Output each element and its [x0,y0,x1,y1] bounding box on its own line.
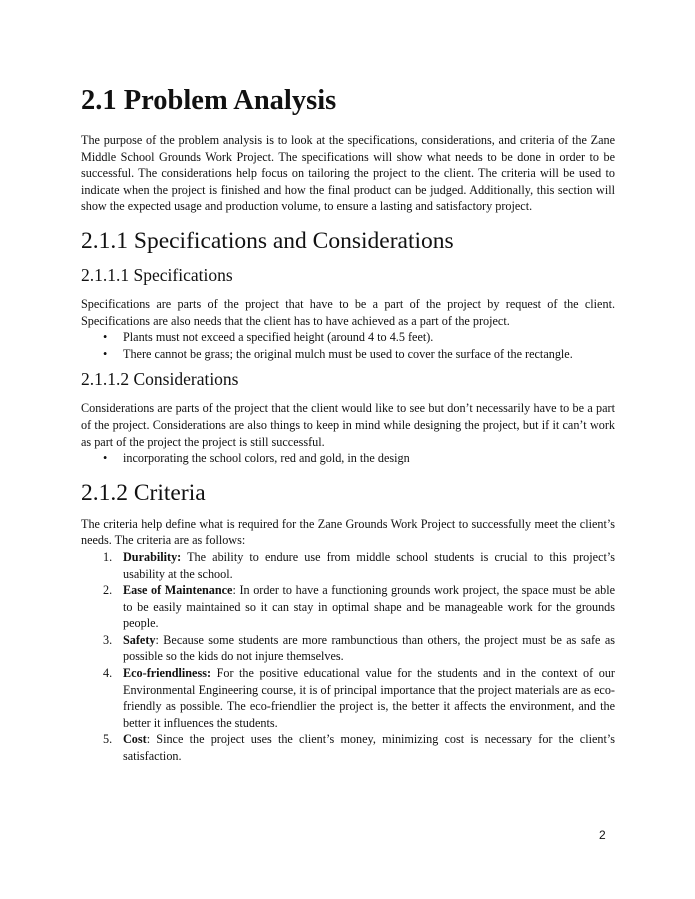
list-item [81,582,615,632]
bullet-icon: • [103,330,108,345]
criteria-text: The ability to endure use from middle school students is crucial to this project’s usability at the school. [123,549,615,581]
subsection-heading-criteria: 2.1.2 Criteria [81,479,206,506]
criteria-paragraph: The criteria help define what is required for the Zane Grounds Work Project to successfully meet the client’s needs. The criteria are as follows: [81,516,615,548]
list-item [81,329,615,346]
list-item-text: There cannot be grass; the original mulch must be used to cover the surface of the rectangle. [123,346,573,361]
list-number: 2. [103,583,113,598]
intro-paragraph: The purpose of the problem analysis is to look at the specifications, considerations, and criteria of the Zane Middle School Grounds Work Project. The specifications will show what needs to be done in order to be successful. The considerations help focus on tailoring the project to the client. The criteria will be used to indicate when the project is finished and how the final product can be judged. Additionally, this section will show the expected usage and production volume, to ensure a lasting and satisfactory project. [81,133,615,214]
list-number: 4. [103,666,113,681]
criteria-term: Eco-friendliness: [123,666,212,681]
criteria-text: : Because some students are more rambunctious than others, the project must be as safe as possible so the kids do not injure themselves. [123,632,615,664]
criteria-text: : In order to have a functioning grounds work project, the space must be able to be easily maintained so it can stay in optimal shape and be manageable work for the grounds people. [123,583,615,631]
list-number: 3. [103,632,113,647]
list-item-text: incorporating the school colors, red and gold, in the design [123,451,410,466]
page-number: 2 [599,828,606,842]
list-item-text: Plants must not exceed a specified height (around 4 to 4.5 feet). [123,330,434,345]
list-item [81,632,615,665]
subsection-heading-specs-considerations: 2.1.1 Specifications and Considerations [81,227,454,254]
list-item [81,665,615,731]
considerations-paragraph: Considerations are parts of the project that the client would like to see but don’t necessarily have to be a part of the project. Considerations are also things to keep in mind while designing the project, but if it can’t work as part of the project the project is still successful. [81,401,615,449]
list-item [81,450,615,467]
considerations-list [81,450,615,467]
bullet-icon: • [103,346,108,361]
list-number: 1. [103,549,113,564]
section-heading: 2.1 Problem Analysis [81,85,337,116]
criteria-term: Cost [123,732,147,747]
list-item [81,346,615,363]
specifications-paragraph: Specifications are parts of the project that have to be a part of the project by request of the client. Specifications are also needs that the client has to have achieved as a part of the project. [81,296,615,328]
list-item [81,549,615,582]
criteria-text: : Since the project uses the client’s money, minimizing cost is necessary for the client’s satisfaction. [123,732,615,764]
criteria-term: Safety [123,632,156,647]
list-item [81,731,615,764]
specifications-list [81,329,615,362]
criteria-term: Ease of Maintenance [123,583,233,598]
page-content [81,84,615,765]
criteria-term: Durability: [123,549,182,564]
subsubsection-heading-considerations: 2.1.1.2 Considerations [81,369,239,390]
subsubsection-heading-specifications: 2.1.1.1 Specifications [81,264,233,285]
criteria-text: For the positive educational value for the students and in the context of our Environmental Engineering course, it is of principal importance that the project materials are as eco-friendly as possible. The eco-friendlier the project is, the better it affects the environment, and the better it influences the students. [123,666,615,730]
list-number: 5. [103,732,113,747]
criteria-list [81,549,615,765]
bullet-icon: • [103,451,108,466]
